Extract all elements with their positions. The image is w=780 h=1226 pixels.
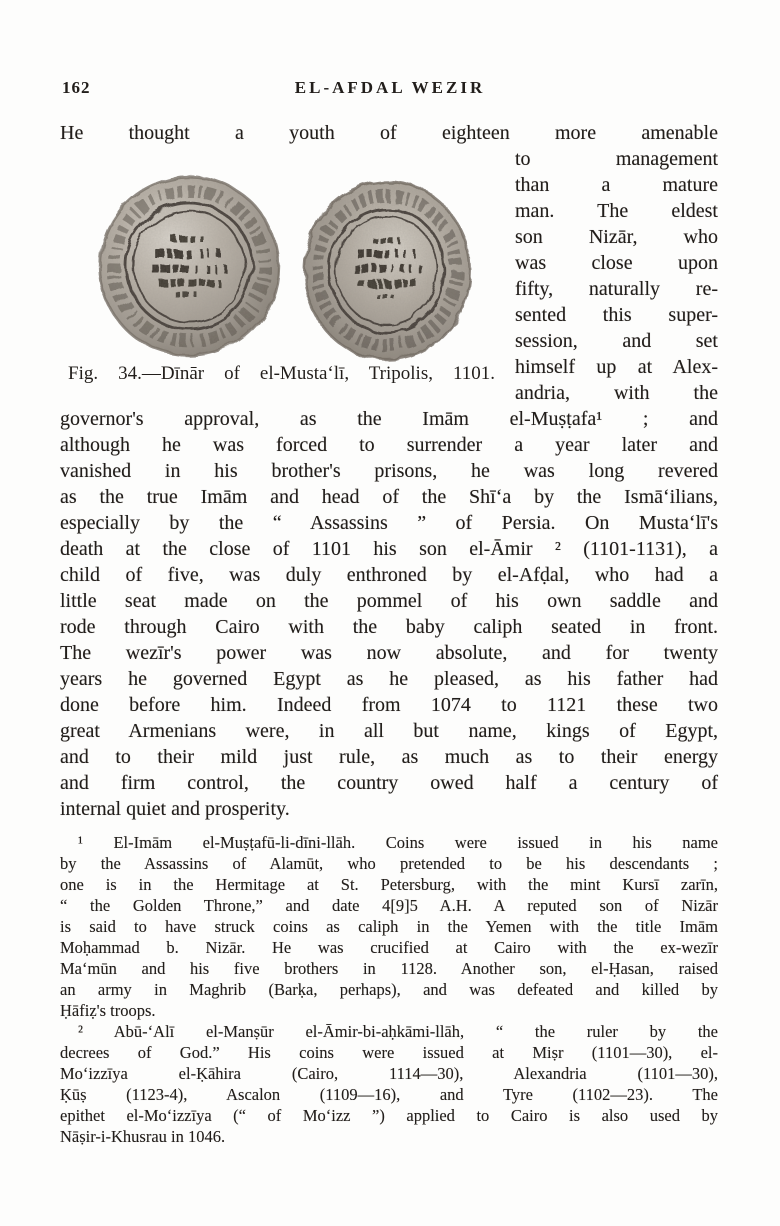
text-line: years he governed Egypt as he pleased, as his father had [60, 668, 718, 690]
text-line: child of five, was duly enthroned by el-Afḍal, who had a [60, 564, 718, 586]
footnote-2-line: epithet el-Mo‘izzīya (“ of Mo‘izz ”) applied to Cairo is also used by [60, 1106, 718, 1125]
text-line: rode through Cairo with the baby caliph seated in front. [60, 616, 718, 638]
running-header-title: EL-AFDAL WEZIR [294, 78, 486, 97]
footnote-2-line: Nāṣir-i-Khusrau in 1046. [60, 1127, 226, 1146]
footnote-1-line: ¹ El-Imām el-Muṣṭafū-li-dīni-llāh. Coins were issued in his name [78, 833, 718, 852]
figure-caption: Fig. 34.—Dīnār of el-Musta‘lī, Tripolis, 1101. [68, 363, 495, 384]
text-line: little seat made on the pommel of his own saddle and [60, 590, 718, 612]
text-line: especially by the “ Assassins ” of Persia. On Musta‘lī's [60, 512, 718, 534]
text-line: fifty, naturally re- [515, 278, 718, 300]
footnote-2-line: Mo‘izzīya el-Ḳāhira (Cairo, 1114—30), Alexandria (1101—30), [60, 1064, 718, 1083]
text-line: although he was forced to surrender a year later and [60, 434, 718, 456]
text-line: vanished in his brother's prisons, he was long revered [60, 460, 718, 482]
text-line: andria, with the [515, 382, 718, 404]
body-text [60, 120, 718, 822]
text-line: He thought a youth of eighteen more amenable [60, 122, 718, 144]
footnote-1-line: by the Assassins of Alamūt, who pretended to be his descendants ; [60, 854, 718, 873]
text-line: himself up at Alex- [515, 356, 718, 378]
footnote-2-line: Ḳūṣ (1123-4), Ascalon (1109—16), and Tyre (1102—23). The [60, 1085, 718, 1104]
text-line: done before him. Indeed from 1074 to 1121 these two [60, 694, 718, 716]
text-line: session, and set [515, 330, 718, 352]
footnote-1-line: “ the Golden Throne,” and date 4[9]5 A.H. A reputed son of Nizār [60, 896, 718, 915]
text-line: as the true Imām and head of the Shī‘a by the Ismā‘ilians, [60, 486, 718, 508]
footnote-1-line: is said to have struck coins as caliph in the Yemen with the title Imām [60, 917, 718, 936]
text-line: to management [515, 148, 718, 170]
footnote-1-line: one is in the Hermitage at St. Petersburg, with the mint Kursī zarīn, [60, 875, 718, 894]
text-line: sented this super- [515, 304, 718, 326]
footnote-1-line: an army in Maghrib (Barḳa, perhaps), and was defeated and killed by [60, 980, 718, 999]
footnote-1-line: Moḥammad b. Nizār. He was crucified at Cairo with the ex-wezīr [60, 938, 718, 957]
text-line: was close upon [515, 252, 718, 274]
footnote-2-line: decrees of God.” His coins were issued at Miṣr (1101—30), el- [60, 1043, 718, 1062]
text-line: man. The eldest [515, 200, 718, 222]
text-line: death at the close of 1101 his son el-Āmir ² (1101-1131), a [60, 538, 718, 560]
running-head [0, 78, 780, 100]
page-number: 162 [62, 78, 91, 97]
text-line: and to their mild just rule, as much as to their energy [60, 746, 718, 768]
text-line: internal quiet and prosperity. [60, 798, 290, 820]
text-line: great Armenians were, in all but name, kings of Egypt, [60, 720, 718, 742]
text-line: and firm control, the country owed half a century of [60, 772, 718, 794]
footnotes [60, 826, 718, 1147]
footnote-2-line: ² Abū-‘Alī el-Manṣūr el-Āmir-bi-aḥkāmi-llāh, “ the ruler by the [78, 1022, 718, 1041]
text-line: son Nizār, who [515, 226, 718, 248]
footnote-1-line: Ma‘mūn and his five brothers in 1128. Another son, el-Ḥasan, raised [60, 959, 718, 978]
text-line: The wezīr's power was now absolute, and for twenty [60, 642, 718, 664]
text-line: than a mature [515, 174, 718, 196]
text-line: governor's approval, as the Imām el-Muṣṭafa¹ ; and [60, 408, 718, 430]
footnote-1-line: Ḥāfiẓ's troops. [60, 1001, 156, 1020]
